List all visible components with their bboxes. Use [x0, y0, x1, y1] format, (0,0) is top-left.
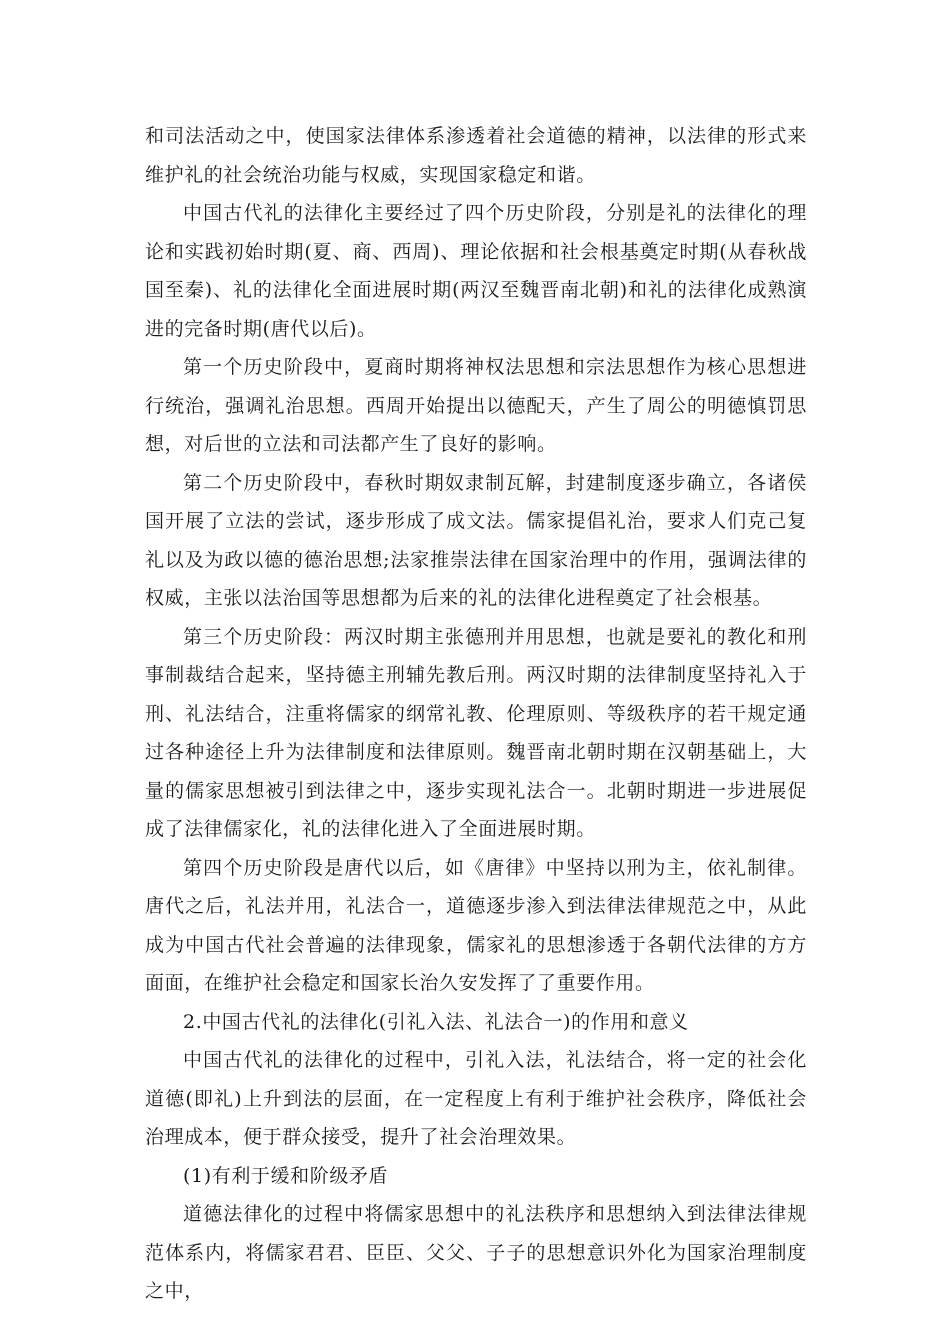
paragraph-6: 第四个历史阶段是唐代以后，如《唐律》中坚持以刑为主，依礼制律。唐代之后，礼法并用，礼法合一，道德逐步渗入到法律法律规范之中，从此成为中国古代社会普遍的法律现象，儒家礼的思想渗透于各朝代法律的方方面面，在维护社会稳定和国家长治久安发挥了了重要作用。 — [145, 856, 807, 994]
paragraph-4: 第二个历史阶段中，春秋时期奴隶制瓦解，封建制度逐步确立，各诸侯国开展了立法的尝试，逐步形成了成文法。儒家提倡礼治，要求人们克己复礼以及为政以德的德治思想;法家推崇法律在国家治理中的作用，强调法律的权威，主张以法治国等思想都为后来的礼的法律化进程奠定了社会根基。 — [145, 471, 807, 609]
paragraph-3: 第一个历史阶段中，夏商时期将神权法思想和宗法思想作为核心思想进行统治，强调礼治思想。西周开始提出以德配天，产生了周公的明德慎罚思想，对后世的立法和司法都产生了良好的影响。 — [145, 356, 807, 455]
subsection-heading: (1)有利于缓和阶级矛盾 — [183, 1164, 389, 1187]
paragraph-8: 道德法律化的过程中将儒家思想中的礼法秩序和思想纳入到法律法律规范体系内，将儒家君君、臣臣、父父、子子的思想意识外化为国家治理制度之中， — [145, 1203, 807, 1302]
section-heading: 2.中国古代礼的法律化(引礼入法、礼法合一)的作用和意义 — [183, 1010, 689, 1033]
paragraph-5: 第三个历史阶段：两汉时期主张德刑并用思想，也就是要礼的教化和刑事制裁结合起来，坚持德主刑辅先教后刑。两汉时期的法律制度坚持礼入于刑、礼法结合，注重将儒家的纲常礼教、伦理原则、等级秩序的若干规定通过各种途径上升为法律制度和法律原则。魏晋南北朝时期在汉朝基础上，大量的儒家思想被引到法律之中，逐步实现礼法合一。北朝时期进一步进展促成了法律儒家化，礼的法律化进入了全面进展时期。 — [145, 625, 807, 840]
document-body — [145, 117, 807, 1311]
paragraph-7: 中国古代礼的法律化的过程中，引礼入法，礼法结合，将一定的社会化道德(即礼)上升到法的层面，在一定程度上有利于维护社会秩序，降低社会治理成本，便于群众接受，提升了社会治理效果。 — [145, 1049, 807, 1148]
paragraph-2: 中国古代礼的法律化主要经过了四个历史阶段，分别是礼的法律化的理论和实践初始时期(夏、商、西周)、理论依据和社会根基奠定时期(从春秋战国至秦)、礼的法律化全面进展时期(两汉至魏晋南北朝)和礼的法律化成熟演进的完备时期(唐代以后)。 — [145, 202, 807, 340]
paragraph-1: 和司法活动之中，使国家法律体系渗透着社会道德的精神，以法律的形式来维护礼的社会统治功能与权威，实现国家稳定和谐。 — [145, 125, 807, 186]
